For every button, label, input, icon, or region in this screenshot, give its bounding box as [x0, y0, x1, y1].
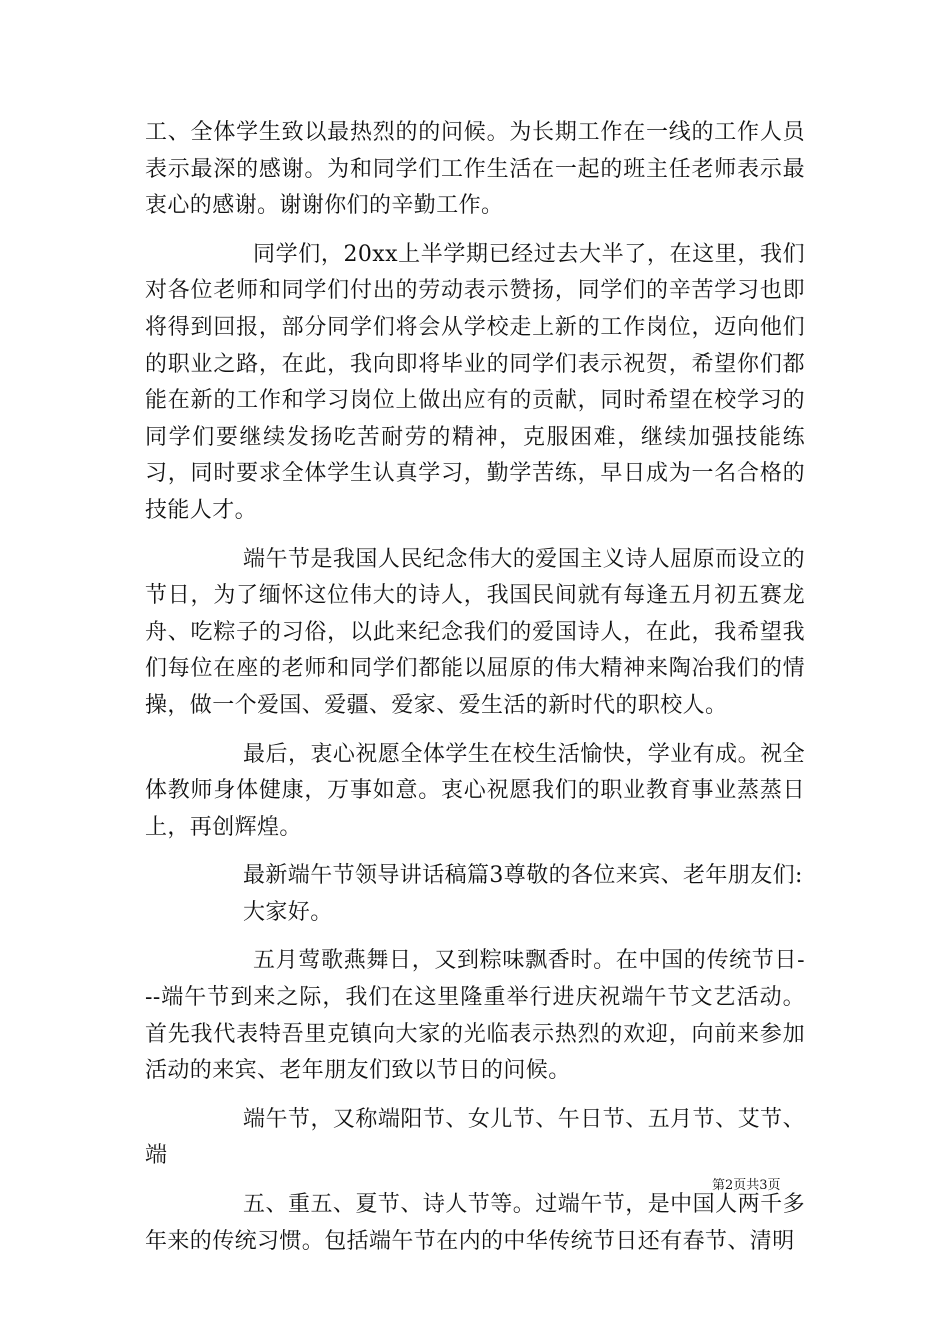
- paragraph-greeting-continuation: 工、全体学生致以最热烈的的问候。为长期工作在一线的工作人员表示最深的感谢。为和同学们工作生活在一起的班主任老师表示最衷心的感谢。谢谢你们的辛勤工作。: [145, 120, 805, 219]
- paragraph-festival-opening: 五月莺歌燕舞日，又到粽味飘香时。在中国的传统节日---端午节到来之际，我们在这里隆重举行进庆祝端午节文艺活动。首先我代表特吾里克镇向大家的光临表示热烈的欢迎，向前来参加活动的来宾、老年朋友们致以节日的问候。: [145, 948, 805, 1084]
- paragraph-traditions: 五、重五、夏节、诗人节等。过端午节，是中国人两千多年来的传统习惯。包括端午节在内的中华传统节日还有春节、清明: [145, 1192, 805, 1254]
- paragraph-festival-names: 端午节，又称端阳节、女儿节、午日节、五月节、艾节、端: [145, 1106, 805, 1169]
- paragraph-closing-wishes: 最后，衷心祝愿全体学生在校生活愉快，学业有成。祝全体教师身体健康，万事如意。衷心祝愿我们的职业教育事业蒸蒸日上，再创辉煌。: [145, 741, 805, 840]
- paragraph-speech-3-heading: 最新端午节领导讲话稿篇3尊敬的各位来宾、老年朋友们:: [243, 863, 803, 889]
- document-body: [145, 115, 805, 1260]
- paragraph-greeting: 大家好。: [243, 899, 333, 925]
- paragraph-dragon-boat-festival: 端午节是我国人民纪念伟大的爱国主义诗人屈原而设立的节日，为了缅怀这位伟大的诗人，我国民间就有每逢五月初五赛龙舟、吃粽子的习俗，以此来纪念我们的爱国诗人，在此，我希望我们每位在座的老师和同学们都能以屈原的伟大精神来陶冶我们的情操，做一个爱国、爱疆、爱家、爱生活的新时代的职校人。: [145, 546, 805, 718]
- page-number: 第2页共3页: [712, 1178, 781, 1193]
- paragraph-students-address: 同学们，20xx上半学期已经过去大半了，在这里，我们对各位老师和同学们付出的劳动表示赞扬，同学们的辛苦学习也即将得到回报，部分同学们将会从学校走上新的工作岗位，迈向他们的职业之路，在此，我向即将毕业的同学们表示祝贺，希望你们都能在新的工作和学习岗位上做出应有的贡献，同时希望在校学习的同学们要继续发扬吃苦耐劳的精神，克服困难，继续加强技能练习，同时要求全体学生认真学习，勤学苦练，早日成为一名合格的技能人才。: [145, 241, 805, 523]
